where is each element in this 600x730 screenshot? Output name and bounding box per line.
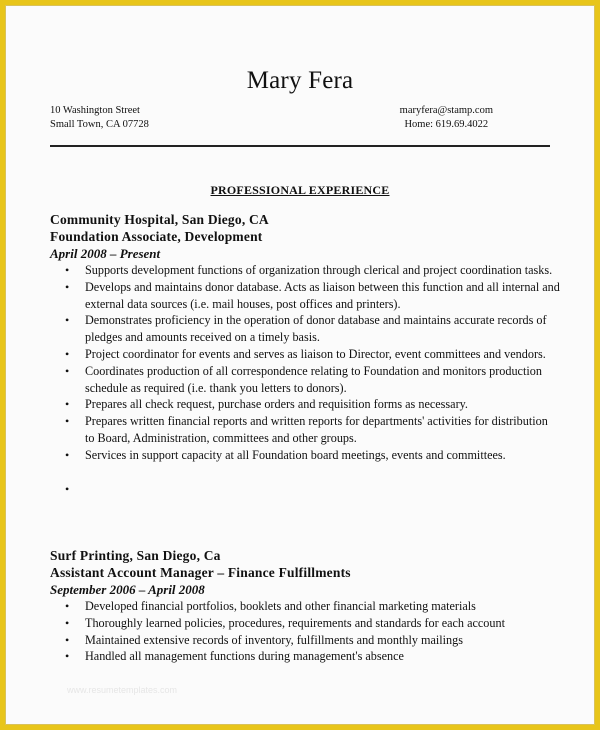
bullet-text: Coordinates production of all correspondence relating to Foundation and monitors production schedule as required (i.e. thank you letters to donors). — [85, 363, 542, 395]
list-item — [50, 279, 560, 313]
bullet-icon: • — [65, 346, 70, 361]
list-item — [50, 312, 560, 346]
contact-block — [400, 104, 493, 132]
list-item — [50, 363, 560, 397]
bullet-text: Prepares written financial reports and written reports for departments' activities for distribution to Board, Administration, committees and other groups. — [85, 414, 548, 445]
job-role: Assistant Account Manager – Finance Fulfillments — [50, 565, 351, 580]
list-item — [50, 481, 560, 498]
bullet-text — [85, 482, 88, 496]
list-item — [50, 615, 560, 632]
header-divider — [50, 145, 550, 147]
bullet-icon: • — [65, 447, 70, 462]
section-title: PROFESSIONAL EXPERIENCE — [210, 183, 390, 197]
bullet-icon: • — [65, 363, 70, 378]
bullet-icon: • — [65, 279, 70, 294]
bullet-icon: • — [65, 632, 70, 647]
bullet-icon: • — [65, 615, 70, 630]
job-role: Foundation Associate, Development — [50, 229, 263, 244]
bullet-icon: • — [65, 313, 70, 328]
email: maryfera@stamp.com — [399, 105, 493, 116]
list-item — [50, 346, 560, 363]
bullet-text: Thoroughly learned policies, procedures, requirements and standards for each account — [85, 615, 505, 630]
bullet-icon: • — [65, 481, 70, 496]
list-item — [50, 632, 560, 649]
resume-page — [5, 5, 595, 725]
job-dates: April 2008 – Present — [50, 246, 161, 261]
address-line-2: Small Town, CA 07728 — [50, 119, 149, 130]
bullet-icon: • — [65, 599, 70, 613]
bullet-text: Services in support capacity at all Foundation board meetings, events and committees. — [85, 447, 506, 462]
list-item — [50, 262, 560, 279]
address-line-1: 10 Washington Street — [50, 105, 140, 116]
list-item — [50, 648, 560, 665]
bullet-icon: • — [65, 649, 70, 664]
list-item — [50, 447, 560, 464]
job-organization: Surf Printing, San Diego, Ca — [50, 548, 221, 563]
bullet-text: Develops and maintains donor database. Acts as liaison between this function and all internal and external data sources (i.e. mail houses, post offices and printers). — [85, 279, 560, 311]
job-entry-1 — [50, 211, 560, 497]
address-block — [50, 104, 149, 132]
job-bullets — [50, 262, 560, 497]
bullet-icon: • — [65, 414, 70, 429]
bullet-text: Supports development functions of organization through clerical and project coordination tasks. — [85, 263, 553, 277]
candidate-name: Mary Fera — [246, 67, 354, 94]
bullet-text: Maintained extensive records of inventory, fulfillments and monthly mailings — [85, 632, 463, 647]
job-organization: Community Hospital, San Diego, CA — [50, 212, 269, 227]
bullet-icon: • — [65, 263, 70, 277]
bullet-text: Demonstrates proficiency in the operation of donor database and maintains accurate records of pledges and amounts received on a timely basis. — [85, 313, 547, 345]
list-item — [50, 598, 560, 615]
bullet-text: Prepares all check request, purchase orders and requisition forms as necessary. — [85, 397, 468, 412]
bullet-icon: • — [65, 397, 70, 412]
job-dates: September 2006 – April 2008 — [50, 582, 205, 597]
watermark: www.resumetemplates.com — [67, 685, 178, 695]
list-item — [50, 396, 560, 413]
bullet-text: Project coordinator for events and serves as liaison to Director, event committees and vendors. — [85, 346, 546, 361]
phone: Home: 619.69.4022 — [404, 119, 489, 130]
list-item — [50, 413, 560, 447]
job-bullets — [50, 598, 560, 665]
bullet-text: Developed financial portfolios, booklets and other financial marketing materials — [85, 599, 476, 613]
job-entry-2 — [50, 547, 560, 665]
bullet-text: Handled all management functions during management's absence — [85, 649, 404, 664]
